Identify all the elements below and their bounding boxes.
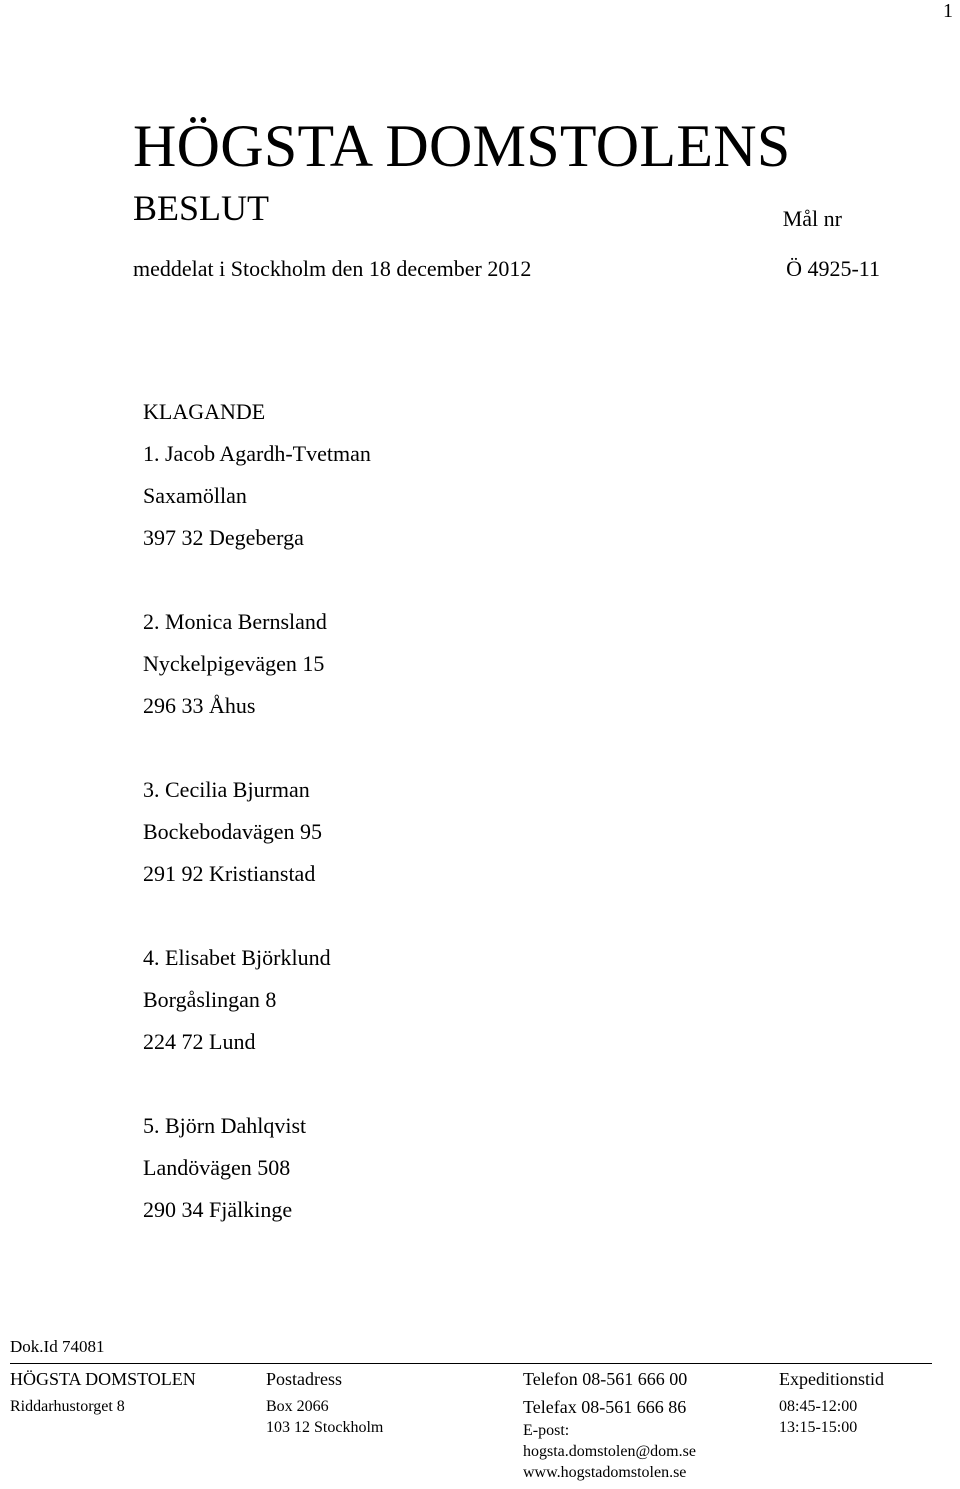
party-postal-city: 397 32 Degeberga	[143, 525, 304, 550]
party-entry	[143, 945, 331, 1071]
party-name: 5. Björn Dahlqvist	[143, 1113, 307, 1138]
footer-court-column	[10, 1366, 196, 1417]
party-name: 4. Elisabet Björklund	[143, 945, 331, 970]
party-postal-city: 296 33 Åhus	[143, 693, 256, 718]
footer-phone: Telefon 08-561 666 00	[523, 1369, 688, 1389]
footer-contact-column	[523, 1366, 696, 1483]
party-name: 1. Jacob Agardh-Tvetman	[143, 441, 371, 466]
footer-website[interactable]	[523, 1462, 696, 1483]
footer-postal-box: Box 2066	[266, 1398, 329, 1415]
footer-fax: Telefax 08-561 666 86	[523, 1397, 687, 1417]
party-entry	[143, 609, 327, 735]
footer-hours-afternoon: 13:15-15:00	[779, 1419, 858, 1436]
footer-divider	[10, 1363, 932, 1364]
website-link[interactable]: www.hogstadomstolen.se	[523, 1464, 687, 1481]
footer-hours-morning: 08:45-12:00	[779, 1398, 858, 1415]
party-postal-city: 224 72 Lund	[143, 1029, 256, 1054]
party-entry	[143, 441, 371, 567]
party-street: Nyckelpigevägen 15	[143, 651, 325, 676]
footer-postal-column	[266, 1366, 383, 1438]
footer-hours-heading: Expeditionstid	[779, 1369, 884, 1389]
footer-postal-city: 103 12 Stockholm	[266, 1419, 384, 1436]
party-name: 2. Monica Bernsland	[143, 609, 327, 634]
party-street: Borgåslingan 8	[143, 987, 277, 1012]
party-postal-city: 290 34 Fjälkinge	[143, 1197, 293, 1222]
court-name-title: HÖGSTA DOMSTOLENS	[133, 113, 791, 179]
page-number: 1	[943, 0, 953, 22]
party-name: 3. Cecilia Bjurman	[143, 777, 310, 802]
document-id: Dok.Id 74081	[10, 1337, 105, 1356]
party-postal-city: 291 92 Kristianstad	[143, 861, 316, 886]
party-street: Bockebodavägen 95	[143, 819, 322, 844]
party-entry	[143, 777, 322, 903]
party-entry	[143, 1113, 306, 1239]
document-type: BESLUT	[133, 188, 270, 228]
footer-email-label: E-post:	[523, 1422, 570, 1439]
case-number: Ö 4925-11	[786, 256, 880, 281]
footer-court-name: HÖGSTA DOMSTOLEN	[10, 1369, 196, 1389]
case-number-label: Mål nr	[782, 206, 842, 231]
footer-email-address[interactable]	[523, 1441, 696, 1462]
issued-line: meddelat i Stockholm den 18 december 2012	[133, 256, 532, 281]
email-link[interactable]: hogsta.domstolen@dom.se	[523, 1443, 696, 1460]
footer-street-address: Riddarhustorget 8	[10, 1398, 125, 1415]
party-street: Saxamöllan	[143, 483, 247, 508]
footer-postal-heading: Postadress	[266, 1369, 342, 1389]
party-street: Landövägen 508	[143, 1155, 291, 1180]
footer-hours-column	[779, 1366, 884, 1438]
party-heading-klagande: KLAGANDE	[143, 399, 266, 424]
